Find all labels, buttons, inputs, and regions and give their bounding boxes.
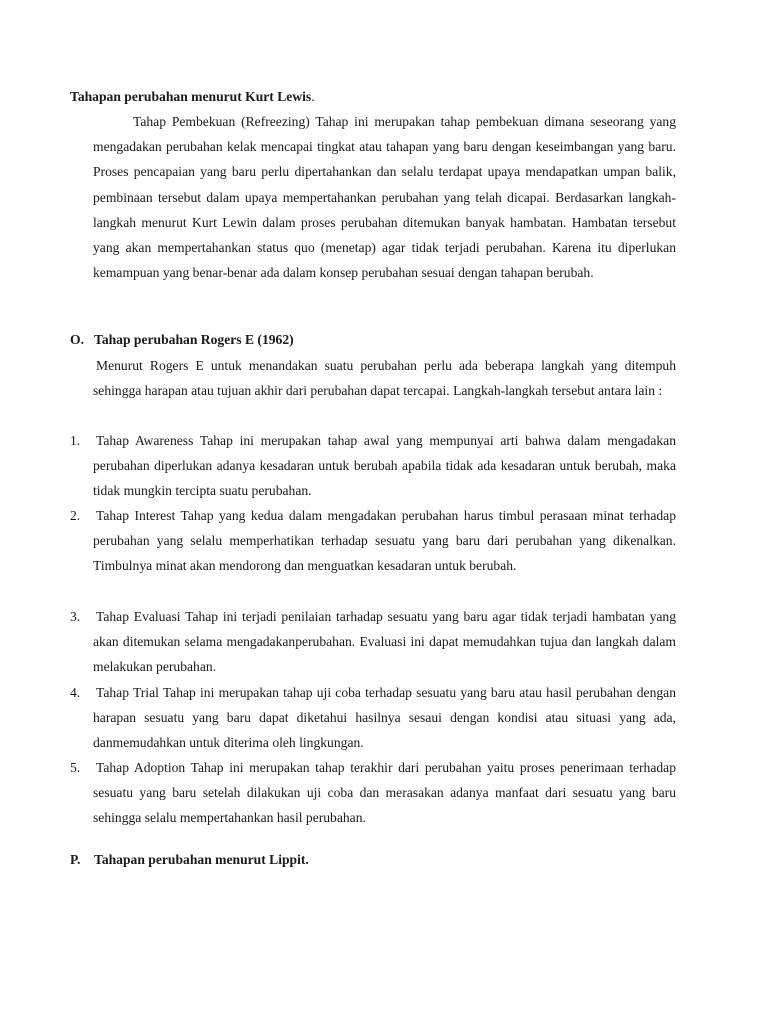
list-number: 5. (70, 760, 81, 775)
heading-period: . (311, 89, 315, 104)
list-text: Tahap Adoption Tahap ini merupakan tahap terakhir dari perubahan yaitu proses penerimaan terhadap sesuatu yang baru setelah dilakukan uji coba dan merasakan adanya manfaat dari sesuatu yang baru sehingga selalu mempertahankan hasil perubahan. (93, 760, 676, 826)
section-letter: O. (70, 332, 84, 347)
section-heading-kurt-lewis (70, 88, 315, 106)
list-text: Tahap Interest Tahap yang kedua dalam mengadakan perubahan harus timbul perasaan minat terhadap perubahan yang selalu memperhatikan terhadap sesuatu yang baru dari perubahan yang dikenalkan. Timbulnya minat akan mendorong dan menguatkan kesadaran untuk berubah. (93, 508, 676, 574)
section-heading-rogers (70, 331, 294, 349)
heading-text: Tahap perubahan Rogers E (1962) (94, 332, 294, 347)
section-letter: P. (70, 852, 81, 867)
heading-text: Tahapan perubahan menurut Lippit. (94, 852, 309, 867)
section-heading-lippit (70, 851, 309, 869)
list-text: Tahap Evaluasi Tahap ini terjadi penilaian tarhadap sesuatu yang baru agar tidak terjadi hambatan yang akan ditemukan selama mengadakanperubahan. Evaluasi ini dapat memudahkan tujua dan langkah dalam melakukan perubahan. (93, 609, 676, 675)
list-number: 4. (70, 685, 81, 700)
paragraph-rogers-intro: Menurut Rogers E untuk menandakan suatu perubahan perlu ada beberapa langkah yang ditempuh sehingga harapan atau tujuan akhir dari perubahan dapat tercapai. Langkah-langkah tersebut antara lain : (93, 358, 676, 399)
list-number: 2. (70, 508, 81, 523)
list-number: 1. (70, 433, 81, 448)
paragraph-refreezing: Tahap Pembekuan (Refreezing) Tahap ini merupakan tahap pembekuan dimana seseorang yang mengadakan perubahan kelak mencapai tingkat atau tahapan yang baru dengan keseimbangan yang baru. Proses pencapaian yang baru perlu dipertahankan dan selalu terdapat upaya mendapatkan umpan balik, pembinaan tersebut dalam upaya mempertahankan perubahan yang telah dicapai. Berdasarkan langkah-langkah menurut Kurt Lewin dalam proses perubahan ditemukan banyak hambatan. Hambatan tersebut yang akan mempertahankan status quo (menetap) agar tidak terjadi perubahan. Karena itu diperlukan kemampuan yang benar-benar ada dalam konsep perubahan sesuai dengan tahapan berubah. (93, 114, 676, 281)
list-text: Tahap Awareness Tahap ini merupakan tahap awal yang mempunyai arti bahwa dalam mengadakan perubahan diperlukan adanya kesadaran untuk berubah apabila tidak ada kesadaran untuk berubah, maka tidak mungkin tercipta suatu perubahan. (93, 433, 676, 499)
list-text: Tahap Trial Tahap ini merupakan tahap uji coba terhadap sesuatu yang baru atau hasil perubahan dengan harapan sesuatu yang baru dapat diketahui hasilnya sesaui dengan kondisi atau situasi yang ada, danmemudahkan untuk diterima oleh lingkungan. (93, 685, 676, 751)
list-number: 3. (70, 609, 81, 624)
heading-text: Tahapan perubahan menurut Kurt Lewis (70, 89, 312, 104)
